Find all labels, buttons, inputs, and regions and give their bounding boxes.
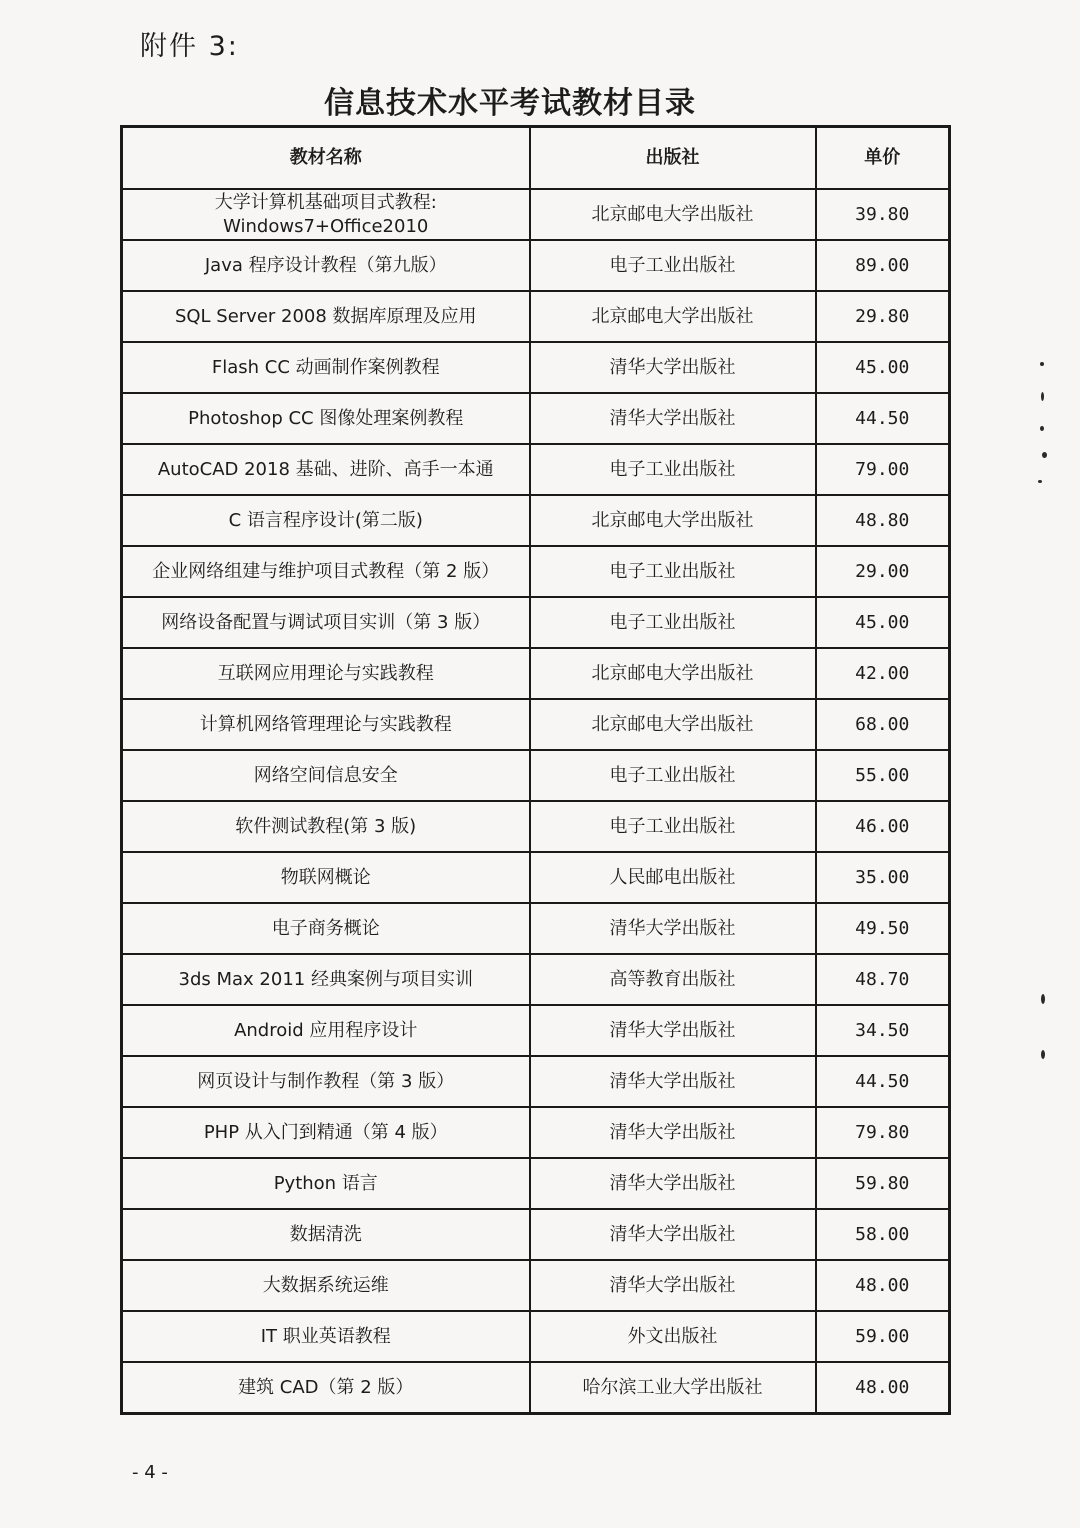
- price-cell: 44.50: [816, 393, 950, 444]
- publisher-cell: 电子工业出版社: [530, 546, 816, 597]
- book-name-cell: C 语言程序设计(第二版): [122, 495, 530, 546]
- publisher-cell: 北京邮电大学出版社: [530, 291, 816, 342]
- table-row: [122, 546, 950, 597]
- table-row: [122, 903, 950, 954]
- publisher-cell: 清华大学出版社: [530, 393, 816, 444]
- column-header-price: 单价: [816, 127, 950, 190]
- publisher-cell: 电子工业出版社: [530, 750, 816, 801]
- scan-speck: [1042, 452, 1047, 458]
- publisher-cell: 北京邮电大学出版社: [530, 648, 816, 699]
- book-name-cell: 计算机网络管理理论与实践教程: [122, 699, 530, 750]
- publisher-cell: 哈尔滨工业大学出版社: [530, 1362, 816, 1414]
- price-cell: 48.80: [816, 495, 950, 546]
- table-row: [122, 1311, 950, 1362]
- book-name-cell: 企业网络组建与维护项目式教程（第 2 版）: [122, 546, 530, 597]
- table-row: [122, 801, 950, 852]
- table-row: [122, 597, 950, 648]
- price-cell: 29.00: [816, 546, 950, 597]
- price-cell: 48.00: [816, 1362, 950, 1414]
- scan-speck: [1038, 480, 1042, 483]
- price-cell: 49.50: [816, 903, 950, 954]
- book-name-cell: 电子商务概论: [122, 903, 530, 954]
- publisher-cell: 北京邮电大学出版社: [530, 699, 816, 750]
- price-cell: 39.80: [816, 189, 950, 240]
- table-row: [122, 1056, 950, 1107]
- publisher-cell: 清华大学出版社: [530, 1158, 816, 1209]
- book-name: 大学计算机基础项目式教程:: [214, 191, 437, 213]
- price-cell: 44.50: [816, 1056, 950, 1107]
- book-name-cell: AutoCAD 2018 基础、进阶、高手一本通: [122, 444, 530, 495]
- price-cell: 45.00: [816, 342, 950, 393]
- publisher-cell: 外文出版社: [530, 1311, 816, 1362]
- price-cell: 55.00: [816, 750, 950, 801]
- column-header-publisher: 出版社: [530, 127, 816, 190]
- scan-speck: [1041, 994, 1045, 1004]
- page-title: 信息技术水平考试教材目录: [324, 86, 696, 121]
- table-row: [122, 1362, 950, 1414]
- price-cell: 79.00: [816, 444, 950, 495]
- book-name-cell: IT 职业英语教程: [122, 1311, 530, 1362]
- price-cell: 59.80: [816, 1158, 950, 1209]
- price-cell: 58.00: [816, 1209, 950, 1260]
- price-cell: 46.00: [816, 801, 950, 852]
- book-name-cell: [122, 189, 530, 240]
- publisher-cell: 清华大学出版社: [530, 1260, 816, 1311]
- table-row: [122, 495, 950, 546]
- publisher-cell: 电子工业出版社: [530, 801, 816, 852]
- table-row: [122, 852, 950, 903]
- table-row: [122, 189, 950, 240]
- price-cell: 42.00: [816, 648, 950, 699]
- table-row: [122, 393, 950, 444]
- publisher-cell: 清华大学出版社: [530, 1107, 816, 1158]
- textbook-table: [120, 125, 951, 1415]
- book-name-cell: SQL Server 2008 数据库原理及应用: [122, 291, 530, 342]
- book-name-cell: PHP 从入门到精通（第 4 版）: [122, 1107, 530, 1158]
- table-row: [122, 954, 950, 1005]
- table-row: [122, 750, 950, 801]
- price-cell: 34.50: [816, 1005, 950, 1056]
- book-name-cell: 大数据系统运维: [122, 1260, 530, 1311]
- table-row: [122, 291, 950, 342]
- scan-speck: [1041, 1050, 1045, 1059]
- book-name-line2: Windows7+Office2010: [223, 215, 429, 237]
- table-row: [122, 699, 950, 750]
- book-name-cell: Python 语言: [122, 1158, 530, 1209]
- table-row: [122, 240, 950, 291]
- price-cell: 48.70: [816, 954, 950, 1005]
- price-cell: 59.00: [816, 1311, 950, 1362]
- price-cell: 48.00: [816, 1260, 950, 1311]
- book-name-cell: 网页设计与制作教程（第 3 版）: [122, 1056, 530, 1107]
- table-row: [122, 1260, 950, 1311]
- publisher-cell: 北京邮电大学出版社: [530, 189, 816, 240]
- publisher-cell: 清华大学出版社: [530, 1005, 816, 1056]
- price-cell: 79.80: [816, 1107, 950, 1158]
- publisher-cell: 高等教育出版社: [530, 954, 816, 1005]
- publisher-cell: 北京邮电大学出版社: [530, 495, 816, 546]
- publisher-cell: 电子工业出版社: [530, 597, 816, 648]
- column-header-name: 教材名称: [122, 127, 530, 190]
- price-cell: 89.00: [816, 240, 950, 291]
- textbook-table-container: [120, 125, 948, 1415]
- table-row: [122, 1107, 950, 1158]
- table-header-row: [122, 127, 950, 190]
- price-cell: 29.80: [816, 291, 950, 342]
- price-cell: 35.00: [816, 852, 950, 903]
- price-cell: 45.00: [816, 597, 950, 648]
- book-name-cell: Photoshop CC 图像处理案例教程: [122, 393, 530, 444]
- table-body: [122, 189, 950, 1414]
- table-row: [122, 1158, 950, 1209]
- publisher-cell: 人民邮电出版社: [530, 852, 816, 903]
- book-name-cell: 建筑 CAD（第 2 版）: [122, 1362, 530, 1414]
- book-name-cell: 数据清洗: [122, 1209, 530, 1260]
- scan-speck: [1040, 426, 1044, 431]
- price-cell: 68.00: [816, 699, 950, 750]
- book-name-cell: Flash CC 动画制作案例教程: [122, 342, 530, 393]
- book-name-cell: 网络空间信息安全: [122, 750, 530, 801]
- attachment-label: 附件 3:: [140, 31, 239, 62]
- book-name-cell: 物联网概论: [122, 852, 530, 903]
- table-row: [122, 342, 950, 393]
- table-row: [122, 648, 950, 699]
- book-name-cell: 互联网应用理论与实践教程: [122, 648, 530, 699]
- scan-speck: [1040, 362, 1044, 366]
- publisher-cell: 清华大学出版社: [530, 903, 816, 954]
- book-name-cell: 网络设备配置与调试项目实训（第 3 版）: [122, 597, 530, 648]
- publisher-cell: 清华大学出版社: [530, 1056, 816, 1107]
- publisher-cell: 电子工业出版社: [530, 444, 816, 495]
- publisher-cell: 清华大学出版社: [530, 342, 816, 393]
- book-name-cell: 软件测试教程(第 3 版): [122, 801, 530, 852]
- table-row: [122, 1209, 950, 1260]
- scan-speck: [1041, 392, 1044, 401]
- publisher-cell: 电子工业出版社: [530, 240, 816, 291]
- page-number: - 4 -: [132, 1462, 168, 1483]
- book-name-cell: Java 程序设计教程（第九版）: [122, 240, 530, 291]
- publisher-cell: 清华大学出版社: [530, 1209, 816, 1260]
- book-name-cell: Android 应用程序设计: [122, 1005, 530, 1056]
- table-row: [122, 1005, 950, 1056]
- book-name-cell: 3ds Max 2011 经典案例与项目实训: [122, 954, 530, 1005]
- table-row: [122, 444, 950, 495]
